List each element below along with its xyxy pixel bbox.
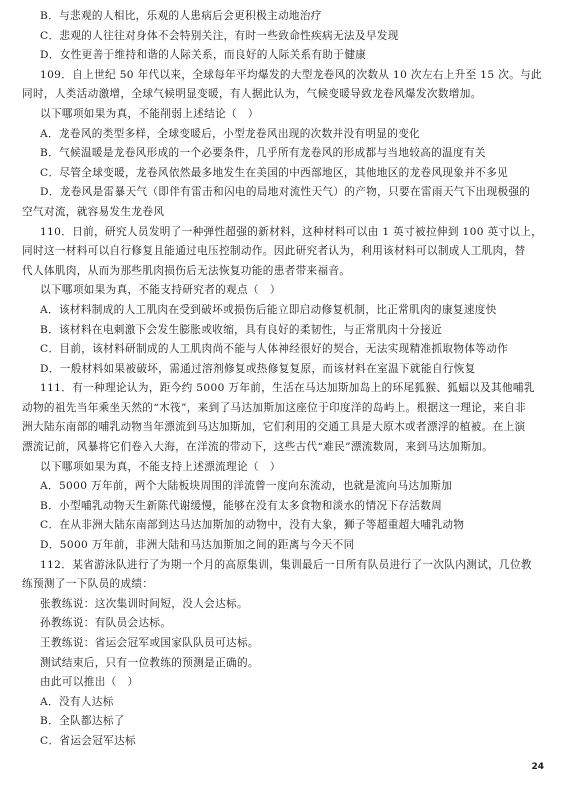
answer-option-line: C．尽管全球变暖，龙卷风依然最多地发生在美国的中西部地区，其他地区的龙卷风现象并不多见 <box>40 166 509 179</box>
paragraph-line: 漂流记前，风暴将它们卷入大海，在洋流的带动下，这些古代“难民”漂流数周，来到马达加斯加。 <box>22 441 494 454</box>
answer-option-line: D．5000 万年前，非洲大陆和马达加斯加之间的距离与今天不同 <box>40 539 355 552</box>
answer-option-line: B．该材料在电刺激下会发生膨胀或收缩，具有良好的柔韧性，与正常肌肉十分接近 <box>40 323 443 336</box>
answer-option-line: A．5000 万年前，两个大陆板块周围的洋流曾一度向东流动，也就是流向马达加斯加 <box>40 480 453 493</box>
answer-option-line: B．气候温暖是龙卷风形成的一个必要条件，几乎所有龙卷风的形成都与当地较高的温度有关 <box>40 147 486 160</box>
answer-option-line: D．一般材料如果被破坏，需通过溶剂修复或热修复复原，而该材料在室温下就能自行恢复 <box>40 362 476 375</box>
paragraph-line: 空气对流，就容易发生龙卷风 <box>22 205 165 218</box>
answer-option-line: C．在从非洲大陆东南部到达马达加斯加的动物中，没有大象，狮子等超重超大哺乳动物 <box>40 519 465 532</box>
answer-option-line: B．小型哺乳动物天生新陈代谢缓慢，能够在没有太多食物和淡水的情况下存活数周 <box>40 499 443 512</box>
paragraph-start-line: 王教练说：省运会冠军或国家队队员可达标。 <box>40 637 259 649</box>
paragraph-start-line: 以下哪项如果为真，不能削弱上述结论（ ） <box>40 107 259 120</box>
page-content <box>22 7 566 752</box>
answer-option-line: B．与悲观的人相比，乐观的人患病后会更积极主动地治疗 <box>40 10 322 22</box>
answer-option-line: B．全队都达标了 <box>40 715 125 728</box>
paragraph-line: 练预测了一下队员的成绩： <box>22 578 154 591</box>
answer-option-line: A．该材料制成的人工肌肉在受到破坏或损伤后能立即启动修复机制，比正常肌肉的康复速度快 <box>40 303 497 316</box>
paragraph-start-line: 由此可以推出（ ） <box>40 676 139 689</box>
answer-option-line: A．没有人达标 <box>40 695 114 708</box>
paragraph-start-line: 110．日前，研究人员发明了一种弹性超强的新材料，这种材料可以由 1 英寸被拉伸到 100 英寸以上， <box>40 225 543 238</box>
answer-option-line: C．目前，该材料研制成的人工肌肉尚不能与人体神经很好的契合，无法实现精准抓取物体等动作 <box>40 343 509 356</box>
paragraph-line: 洲大陆东南部的哺乳动物当年漂流到马达加斯加，它们利用的交通工具是大原木或者漂浮的植被。在上演 <box>22 421 526 434</box>
answer-option-line: C．省运会冠军达标 <box>40 734 137 747</box>
paragraph-line: 代人体肌肉，从而为那些肌肉损伤后无法恢复功能的患者带来福音。 <box>22 264 351 277</box>
answer-option-line: C．悲观的人往往对身体不会特别关注，有时一些致命性疾病无法及早发现 <box>40 29 399 42</box>
paragraph-line: 同时，人类活动激增，全球气候明显变暖，有人据此认为，气候变暖导致龙卷风爆发次数增加。 <box>22 88 482 101</box>
paragraph-start-line: 111．有一种理论认为，距今约 5000 万年前，生活在马达加斯加岛上的环尾狐猴、狐蝠以及其他哺乳 <box>40 382 535 395</box>
paragraph-start-line: 测试结束后，只有一位教练的预测是正确的。 <box>40 656 259 669</box>
paragraph-start-line: 112．某省游泳队进行了为期一个月的高原集训，集训最后一日所有队员进行了一次队内测试，几位教 <box>40 558 532 571</box>
paragraph-line: 同时这一材料可以自行修复且能通过电压控制动作。因此研究者认为，利用该材料可以制成人工肌肉，替 <box>22 245 526 258</box>
paragraph-start-line: 以下哪项如果为真，不能支持研究者的观点（ ） <box>40 284 281 297</box>
paragraph-start-line: 以下哪项如果为真，不能支持上述漂流理论（ ） <box>40 460 281 473</box>
page-number: 24 <box>531 762 544 772</box>
answer-option-line: D．龙卷风是雷暴天气（即伴有雷击和闪电的局地对流性天气）的产物，只要在雷雨天气下出现极强的 <box>40 186 531 199</box>
paragraph-line: 动物的祖先当年乘坐天然的“木筏”，来到了马达加斯加这座位于印度洋的岛屿上。根据这一理论，来自非 <box>22 401 526 414</box>
paragraph-start-line: 109．自上世纪 50 年代以来，全球每年平均爆发的大型龙卷风的次数从 10 次左右上升至 15 次。与此 <box>40 68 542 81</box>
paragraph-start-line: 张教练说：这次集训时间短，没人会达标。 <box>40 597 248 610</box>
answer-option-line: D．女性更善于维持和谐的人际关系，而良好的人际关系有助于健康 <box>40 49 367 62</box>
answer-option-line: A．龙卷风的类型多样，全球变暖后，小型龙卷风出现的次数并没有明显的变化 <box>40 127 421 140</box>
paragraph-start-line: 孙教练说：有队员会达标。 <box>40 617 172 630</box>
